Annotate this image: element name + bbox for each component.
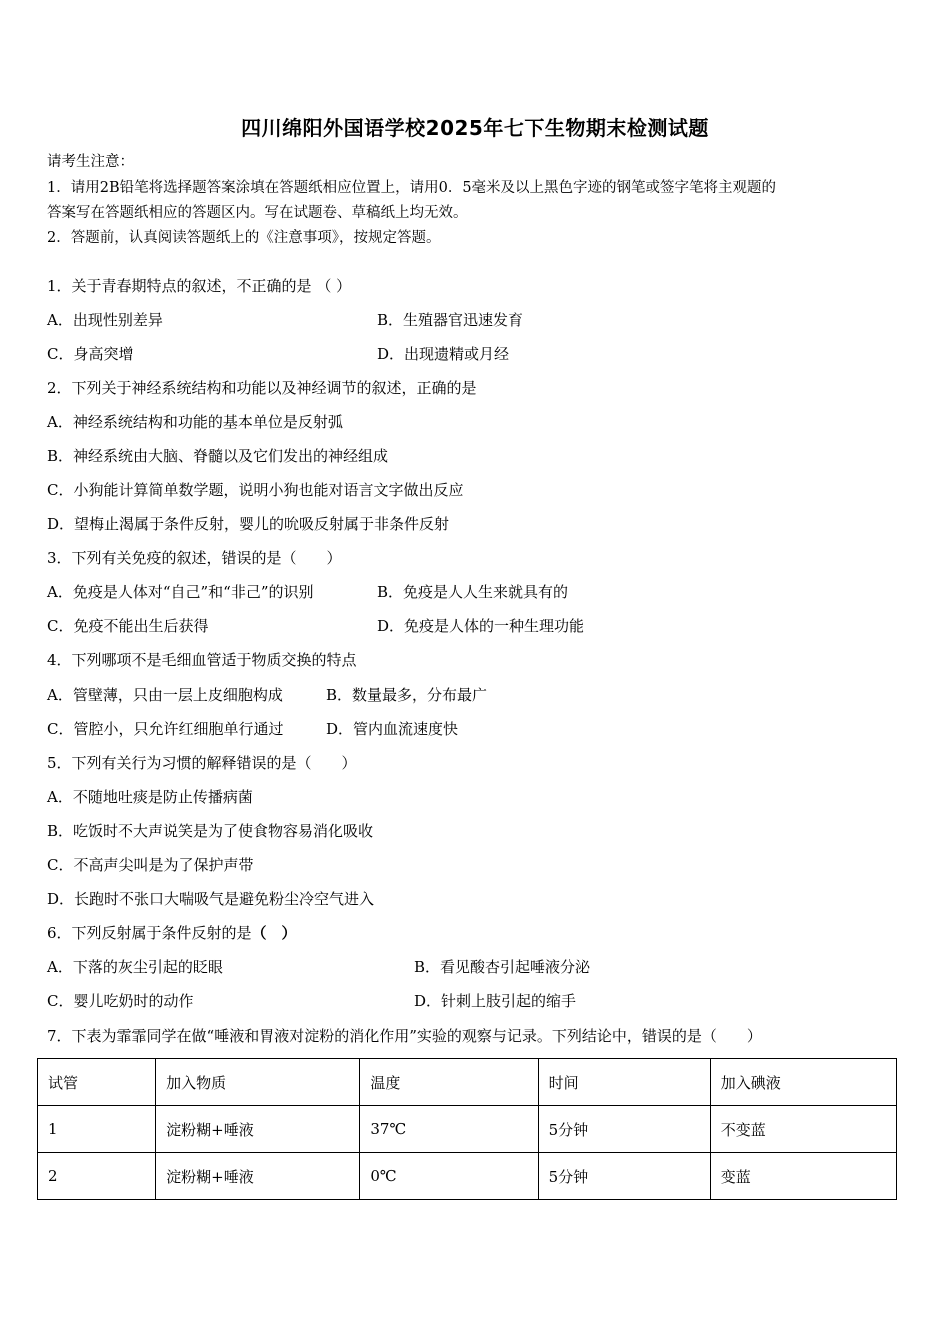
table-header-cell: 加入碘液 bbox=[710, 1059, 896, 1106]
question-3-option-c: C．免疫不能出生后获得 bbox=[47, 617, 209, 635]
question-1-stem: 1．关于青春期特点的叙述，不正确的是 （ ） bbox=[47, 277, 352, 295]
question-7-stem: 7．下表为霏霏同学在做“唾液和胃液对淀粉的消化作用”实验的观察与记录。下列结论中，错误的是（ ） bbox=[47, 1027, 762, 1045]
question-5-option-a: A．不随地吐痰是防止传播病菌 bbox=[47, 788, 253, 806]
notice-line-1a: 1．请用2B铅笔将选择题答案涂填在答题纸相应位置上，请用0．5毫米及以上黑色字迹的钢笔或签字笔将主观题的 bbox=[47, 180, 777, 196]
question-3-option-a: A．免疫是人体对“自己”和“非己”的识别 bbox=[47, 583, 314, 601]
question-1-option-c: C．身高突增 bbox=[47, 345, 134, 363]
table-cell: 37℃ bbox=[360, 1106, 538, 1153]
question-1-option-a: A．出现性别差异 bbox=[47, 311, 163, 329]
question-1-option-b: B．生殖器官迅速发育 bbox=[377, 311, 524, 329]
question-2-option-d: D．望梅止渴属于条件反射，婴儿的吮吸反射属于非条件反射 bbox=[47, 515, 450, 533]
question-4-stem: 4．下列哪项不是毛细血管适于物质交换的特点 bbox=[47, 651, 357, 669]
table-header-cell: 时间 bbox=[538, 1059, 710, 1106]
question-4-option-c: C．管腔小，只允许红细胞单行通过 bbox=[47, 720, 284, 738]
question-1-option-d: D．出现遗精或月经 bbox=[377, 345, 510, 363]
table-row bbox=[38, 1153, 897, 1200]
question-6-stem-text: 6．下列反射属于条件反射的是 bbox=[47, 924, 252, 942]
question-4-option-b: B．数量最多，分布最广 bbox=[326, 686, 488, 704]
question-3-option-b: B．免疫是人人生来就具有的 bbox=[377, 583, 569, 601]
notice-line-2: 2．答题前，认真阅读答题纸上的《注意事项》，按规定答题。 bbox=[47, 230, 441, 246]
question-6-paren: （ ） bbox=[251, 924, 297, 942]
table-cell: 2 bbox=[38, 1153, 156, 1200]
question-2-option-a: A．神经系统结构和功能的基本单位是反射弧 bbox=[47, 413, 343, 431]
table-cell: 淀粉糊+唾液 bbox=[156, 1153, 360, 1200]
question-2-option-b: B．神经系统由大脑、脊髓以及它们发出的神经组成 bbox=[47, 447, 389, 465]
question-2-stem: 2．下列关于神经系统结构和功能以及神经调节的叙述，正确的是 bbox=[47, 379, 477, 397]
experiment-table bbox=[37, 1058, 897, 1200]
question-6-stem bbox=[47, 923, 297, 943]
table-cell: 1 bbox=[38, 1106, 156, 1153]
notice-heading: 请考生注意： bbox=[47, 154, 134, 170]
question-5-option-d: D．长跑时不张口大喘吸气是避免粉尘冷空气进入 bbox=[47, 890, 375, 908]
table-cell: 淀粉糊+唾液 bbox=[156, 1106, 360, 1153]
question-2-option-c: C．小狗能计算简单数学题，说明小狗也能对语言文字做出反应 bbox=[47, 481, 464, 499]
table-header-cell: 试管 bbox=[38, 1059, 156, 1106]
question-3-stem: 3．下列有关免疫的叙述，错误的是（ ） bbox=[47, 549, 342, 567]
table-cell: 0℃ bbox=[360, 1153, 538, 1200]
question-6-option-a: A．下落的灰尘引起的眨眼 bbox=[47, 958, 223, 976]
question-5-stem: 5．下列有关行为习惯的解释错误的是（ ） bbox=[47, 754, 357, 772]
question-4-option-d: D．管内血流速度快 bbox=[326, 720, 459, 738]
notice-line-1b: 答案写在答题纸相应的答题区内。写在试题卷、草稿纸上均无效。 bbox=[47, 205, 468, 221]
table-header-cell: 温度 bbox=[360, 1059, 538, 1106]
table-cell: 5分钟 bbox=[538, 1153, 710, 1200]
question-6-option-d: D．针刺上肢引起的缩手 bbox=[414, 992, 577, 1010]
question-5-option-c: C．不高声尖叫是为了保护声带 bbox=[47, 856, 254, 874]
question-4-option-a: A．管壁薄，只由一层上皮细胞构成 bbox=[47, 686, 283, 704]
page-title: 四川绵阳外国语学校2025年七下生物期末检测试题 bbox=[241, 116, 709, 140]
question-3-option-d: D．免疫是人体的一种生理功能 bbox=[377, 617, 585, 635]
table-header-cell: 加入物质 bbox=[156, 1059, 360, 1106]
question-5-option-b: B．吃饭时不大声说笑是为了使食物容易消化吸收 bbox=[47, 822, 374, 840]
table-row bbox=[38, 1106, 897, 1153]
question-6-option-c: C．婴儿吃奶时的动作 bbox=[47, 992, 194, 1010]
table-cell: 变蓝 bbox=[710, 1153, 896, 1200]
question-6-option-b: B．看见酸杏引起唾液分泌 bbox=[414, 958, 591, 976]
table-cell: 不变蓝 bbox=[710, 1106, 896, 1153]
table-cell: 5分钟 bbox=[538, 1106, 710, 1153]
table-header-row bbox=[38, 1059, 897, 1106]
